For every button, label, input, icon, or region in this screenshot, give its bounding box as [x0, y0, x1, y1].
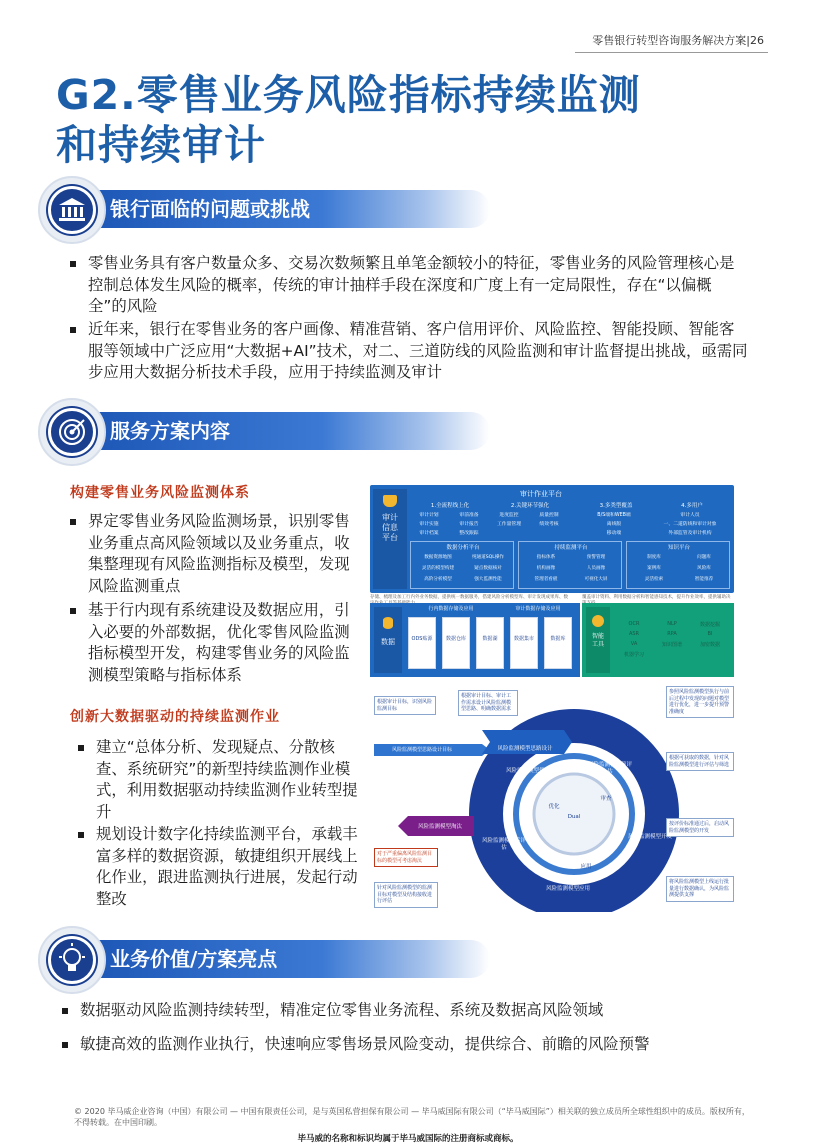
work-col-item: 审计报告 [459, 522, 479, 527]
data-store: 数据仓库 [442, 617, 470, 669]
lifecycle-inner-label: Dual [567, 814, 581, 820]
tool-item: RPA [667, 631, 677, 637]
bottom-platform-item: 灵活的模型构建 [421, 566, 455, 571]
challenge-bullet-2: 近年来，银行在零售业务的客户画像、精准营销、客户信用评价、风险监控、智能投顾、智能客服等领域中广泛应用“大数据+AI”技术，对二、三道防线的风险监测和审计监督提出挑战，亟需同步应用大数据分析技术手段，应用于持续监测及审计 [88, 319, 748, 384]
lifecycle-note: 根据审计目标，识别风险监测目标 [374, 696, 436, 715]
data-side [374, 607, 402, 673]
bottom-platform-item: 案例库 [647, 566, 661, 571]
bottom-platform-item: 高阶分析模型 [424, 577, 452, 582]
data-panel [370, 603, 580, 677]
lifecycle-stage: 风险监测模型优化 [505, 768, 550, 774]
bottom-platform-item: 机构画像 [536, 566, 556, 571]
section-icon-service [38, 398, 106, 466]
subheading-innovate: 创新大数据驱动的持续监测作业 [70, 709, 280, 725]
bottom-platform-item: 人员画像 [586, 566, 606, 571]
bottom-platform-item: 指标体系 [536, 555, 556, 560]
note-right: 覆盖审计资料、利用数据分析和智能感知技术，提升作业效率，提供辅助决 [582, 595, 731, 600]
work-col-item: 审前准备 [459, 513, 479, 518]
tool-item: NLP [667, 621, 677, 627]
bullet-marker [78, 832, 84, 838]
data-store: 数据集市 [510, 617, 538, 669]
bullet-marker [70, 519, 76, 525]
bottom-platform-item: 预警管理 [586, 555, 606, 560]
lifecycle-stage: 风险监测模型预评估 [587, 762, 632, 775]
section-icon-value [38, 926, 106, 994]
tool-item: 机器学习 [623, 652, 644, 658]
lifecycle-arrow-label: 风险监测模型淘汰 [417, 824, 462, 830]
model-lifecycle-diagram [364, 686, 736, 912]
work-col-item: 离线版 [606, 522, 622, 527]
service-bullet-2: 基于行内现有系统建设及数据应用，引入必要的外部数据，优化零售风险监测指标模型开发，构建零售业务的风险监测模型策略与指标体系 [88, 600, 356, 686]
data-label: 数据 [381, 638, 395, 646]
lifecycle-note: 将风险监测模型上线运行批量进行数据确认，为风险监测提供支撑 [666, 876, 734, 902]
work-col-item: 审计人员 [680, 513, 700, 518]
data-store: 数据库 [544, 617, 572, 669]
tool-label: 智能工具 [592, 633, 605, 648]
work-col-head: 4.多用户 [681, 503, 703, 509]
target-icon [48, 408, 96, 456]
work-col-item: 审计计划 [419, 513, 439, 518]
value-bullet-1: 数据驱动风险监测持续转型，精准定位零售业务流程、系统及数据高风险领域 [80, 1000, 760, 1022]
tool-item: OCR [628, 621, 640, 627]
bullet-marker [62, 1042, 68, 1048]
value-bullet-2: 敏捷高效的监测作业执行，快速响应零售场景风险变动，提供综合、前瞻的风险预警 [80, 1034, 760, 1056]
tool-item: 加密数据 [699, 642, 720, 648]
work-col-head: 3.多类型覆盖 [599, 503, 633, 509]
lifecycle-inner-label: 审查 [600, 796, 612, 802]
work-col-item: 审计实施 [419, 522, 439, 527]
bullet-marker [62, 1008, 68, 1014]
work-col-head: 1.全流程线上化 [430, 503, 470, 509]
bottom-platform-item: 智能推荐 [694, 577, 714, 582]
bottom-platform-item: 灵活检索 [644, 577, 664, 582]
audit-work-platform-title: 审计作业平台 [520, 490, 562, 498]
note-left: 存储、梳理及加工行内外业务数据，提供统一数据服务，搭建风险分析模型库、审计发现成果库、数 [370, 595, 568, 600]
bottom-platform-item: 制度库 [647, 555, 661, 560]
bottom-platform [518, 541, 622, 589]
section-heading-challenges: 银行面临的问题或挑战 [70, 190, 490, 228]
work-col-item: 质量控制 [539, 513, 559, 518]
trophy-icon [383, 495, 397, 507]
service-bullet-4: 规划设计数字化持续监测平台，承载丰富多样的数据资源，敏捷组织开展线上化作业，跟进监测执行进展，发起行动整改 [96, 824, 358, 910]
bulb-icon [48, 936, 96, 984]
bullet-marker [70, 327, 76, 333]
lifecycle-note: 参照风险监测模型执行与前后过程中发现的问题对模型进行优化，进一步提升预警准确度 [666, 686, 734, 718]
data-head-audit: 审计数据存储及应用 [515, 606, 561, 612]
footer-copyright: © 2020 毕马威企业咨询（中国）有限公司 — 中国有限责任公司，是与英国私营担保有限公司 — 毕马威国际有限公司（“毕马威国际”）相关联的独立成员所全球性组织中的成员。版权所有，不得转载。在中国印刷。 [74, 1107, 750, 1127]
bullet-marker [70, 261, 76, 267]
bullet-marker [70, 608, 76, 614]
section-heading-service: 服务方案内容 [70, 412, 490, 450]
bullet-marker [78, 745, 84, 751]
tool-side [586, 607, 610, 673]
tool-item: BI [707, 631, 713, 637]
title-line-2: 和持续审计 [56, 121, 266, 169]
data-store: ODS贴源 [408, 617, 436, 669]
service-bullet-3: 建立“总体分析、发现疑点、分散核查、系统研究”的新型持续监测作业模式，利用数据驱动持续监测作业转型提升 [96, 737, 358, 823]
work-col-item: 工作量管理 [497, 522, 521, 527]
header-divider [575, 52, 768, 53]
bottom-platform-item: 纯通道SQL操作 [471, 555, 505, 560]
lifecycle-stage: 风险监测模型开发 [627, 834, 672, 840]
work-col-item: 外部监管及审计机构 [668, 531, 712, 536]
lifecycle-note: 根据审计目标、审计工作需求设计风险监测模型思路、明确数据需求 [458, 690, 518, 716]
gear-icon [592, 615, 604, 627]
bank-icon [48, 186, 96, 234]
tool-panel [582, 603, 734, 677]
data-store: 数据湖 [476, 617, 504, 669]
work-col-item: 移动端 [606, 531, 622, 536]
title-line-1: G2.零售业务风险指标持续监测 [56, 71, 641, 119]
service-bullet-1: 界定零售业务风险监测场景，识别零售业务重点高风险领域以及业务重点，收集整理现有风险监测指标及模型，发现风险监测重点 [88, 511, 356, 597]
bottom-platform-item: 风险库 [697, 566, 711, 571]
bottom-platform-head: 持续监测平台 [554, 545, 588, 551]
lifecycle-stage: 风险监测模型应用 [545, 886, 590, 892]
work-col-item: 整改跟踪 [459, 531, 479, 536]
work-col-item: 审计档案 [419, 531, 439, 536]
lifecycle-inner-label: 应用 [580, 864, 592, 870]
data-head-inner: 行内数据存储及应用 [428, 606, 474, 612]
bottom-platform-item: 数据资源地图 [424, 555, 452, 560]
bottom-platform-item: 可视化大屏 [584, 577, 608, 582]
lifecycle-arrow-label: 风险监测模型思路设计 [497, 746, 553, 752]
bottom-platform-item: 强大监测性能 [474, 577, 502, 582]
work-col-item: B/S端和WEB端 [597, 513, 631, 518]
section-heading-value: 业务价值/方案亮点 [70, 940, 490, 978]
lifecycle-arrow-label: 风险监测模型思路设计目标 [392, 747, 453, 753]
bottom-platform-head: 知识平台 [667, 545, 690, 551]
lifecycle-inner-label: 优化 [548, 804, 560, 810]
work-col-item: 一、二道防线和审计对象 [663, 522, 717, 527]
lifecycle-note: 对于严重偏离风险监测目标的模型可考虑淘汰 [374, 848, 438, 867]
bottom-platform [626, 541, 730, 589]
lifecycle-note: 针对风险监测模型的监测目标对模型及结构接收进行评估 [374, 882, 438, 908]
page-title [56, 70, 641, 170]
database-icon [383, 617, 393, 629]
lifecycle-note: 按评价标准通过后，启动风险监测模型的开发 [666, 818, 734, 837]
bottom-platform [410, 541, 514, 589]
audit-platform-panel [370, 485, 734, 593]
challenge-bullet-1: 零售业务具有客户数量众多、交易次数频繁且单笔金额较小的特征，零售业务的风险管理核心是控制总体发生风险的概率，传统的审计抽样手段在深度和广度上有一定局限性，存在“以偏概全”的风险 [88, 253, 748, 318]
subheading-build-system: 构建零售业务风险监测体系 [70, 485, 250, 501]
page-header: 零售银行转型咨询服务解决方案|26 [592, 34, 764, 47]
audit-platform-label: 审计信息平台 [382, 513, 398, 542]
audit-platform-side [373, 489, 407, 589]
bottom-platform-item: 问题库 [697, 555, 711, 560]
work-col-item: 进度监控 [499, 513, 519, 518]
work-col-item: 绩效考核 [539, 522, 559, 527]
tool-item: VA [630, 641, 638, 647]
tool-item: 数据挖掘 [699, 622, 720, 628]
section-icon-challenges [38, 176, 106, 244]
tool-item: ASR [628, 631, 640, 637]
footer-trademark: 毕马威的名称和标识均属于毕马威国际的注册商标或商标。 [297, 1134, 519, 1144]
work-col-head: 2.关键环节强化 [510, 503, 550, 509]
bottom-platform-head: 数据分析平台 [446, 545, 480, 551]
lifecycle-stage: 风险监测模型后评估 [481, 838, 526, 851]
tool-item: 知识图谱 [661, 642, 682, 648]
bottom-platform-item: 疑点数据核对 [474, 566, 502, 571]
bottom-platform-item: 管理者看板 [534, 577, 558, 582]
audit-platform-diagram [370, 485, 734, 681]
lifecycle-note: 根据可获取的数据，针对风险监测模型进行评估与筛选 [666, 752, 734, 771]
